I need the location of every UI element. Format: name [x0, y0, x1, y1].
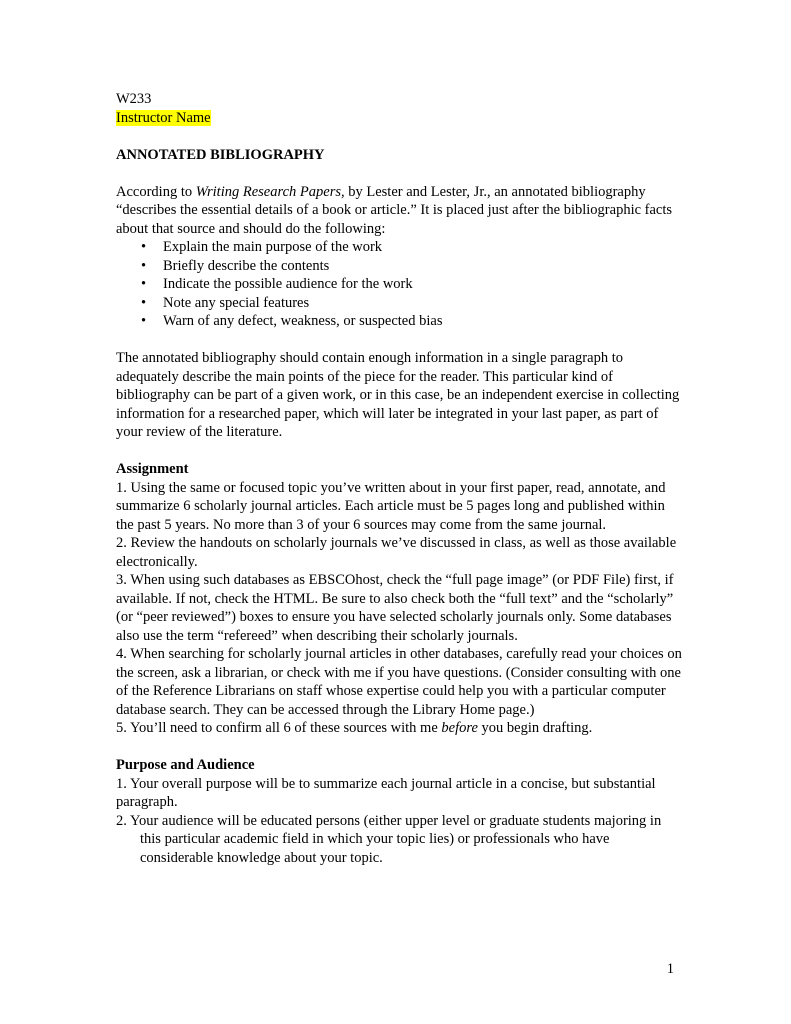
document-body	[116, 90, 682, 867]
list-item: • Briefly describe the contents	[116, 257, 682, 276]
course-code: W233	[116, 91, 152, 107]
list-item: • Note any special features	[116, 294, 682, 313]
criteria-list	[116, 238, 682, 331]
document-title: ANNOTATED BIBLIOGRAPHY	[116, 146, 325, 163]
assignment-item-5-start: 5. You’ll need to confirm all 6 of these sources with me	[116, 720, 442, 736]
list-item: • Explain the main purpose of the work	[116, 238, 682, 257]
instructor-name-highlight: Instructor Name	[116, 109, 211, 126]
book-title: Writing Research Papers	[195, 183, 341, 200]
intro-text-end: , by Lester and Lester, Jr., an annotated bibliography “describes the essential details of a book or article.” It is placed just after the bibliographic facts about that source and should do the following:	[116, 183, 673, 237]
assignment-item-3: 3. When using such databases as EBSCOhost, check the “full page image” (or PDF File) first, if available. If not, check the HTML. Be sure to also check both the “full text” and the “scholarly” (or “peer reviewed”) boxes to ensure you have selected scholarly journals only. Some databases also use the term “refereed” when describing their scholarly journals.	[116, 572, 674, 644]
intro-paragraph	[116, 183, 682, 239]
page-number: 1	[666, 961, 674, 977]
assignment-item-5-end: you begin drafting.	[477, 720, 593, 736]
list-item: • Indicate the possible audience for the work	[116, 275, 682, 294]
intro-text-start: According to	[116, 183, 196, 200]
purpose-item-1: 1. Your overall purpose will be to summarize each journal article in a concise, but substantial paragraph.	[116, 775, 656, 810]
description-paragraph: The annotated bibliography should contain enough information in a single paragraph to adequately describe the main points of the piece for the reader. This particular kind of bibliography can be part of a given work, or in this case, be an independent exercise in collecting information for a researched paper, which will later be integrated in your last paper, as part of your review of the literature.	[116, 350, 680, 440]
assignment-item-2: 2. Review the handouts on scholarly journals we’ve discussed in class, as well as those available electronically.	[116, 535, 677, 570]
instructor-name	[116, 109, 682, 128]
emphasis-before: before	[441, 720, 478, 736]
assignment-item-5	[116, 719, 682, 738]
assignment-item-1: 1. Using the same or focused topic you’ve written about in your first paper, read, annotate, and summarize 6 scholarly journal articles. Each article must be 5 pages long and published within the past 5 years. No more than 3 of your 6 sources may come from the same journal.	[116, 479, 666, 533]
assignment-heading: Assignment	[116, 461, 189, 477]
purpose-item-2: 2. Your audience will be educated persons (either upper level or graduate students majoring in this particular academic field in which your topic lies) or professionals who have considerable knowledge about your topic.	[116, 812, 662, 866]
purpose-heading: Purpose and Audience	[116, 757, 255, 773]
assignment-item-4: 4. When searching for scholarly journal articles in other databases, carefully read your choices on the screen, ask a librarian, or check with me if you have questions. (Consider consulting with one of the Reference Librarians on staff whose expertise could help you with a particular computer database search. They can be accessed through the Library Home page.)	[116, 646, 682, 718]
list-item: • Warn of any defect, weakness, or suspected bias	[116, 312, 682, 331]
